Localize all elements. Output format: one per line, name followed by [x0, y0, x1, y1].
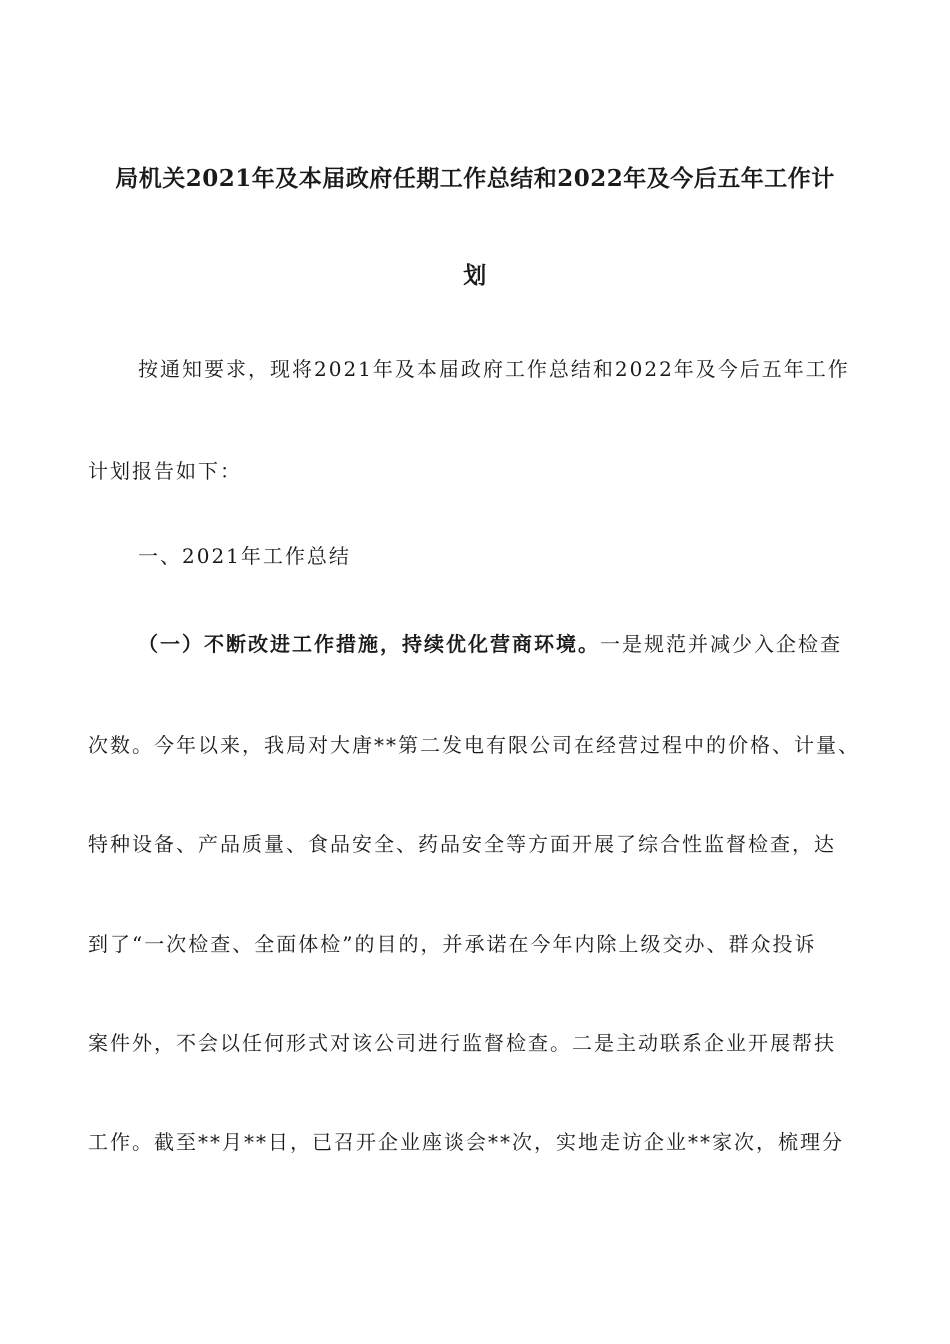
subsection-1-line-1: [138, 628, 928, 657]
subsection-1-line-5: 案件外，不会以任何形式对该公司进行监督检查。二是主动联系企业开展帮扶: [88, 1031, 836, 1055]
document-title-line-1: 局机关2021年及本届政府任期工作总结和2022年及今后五年工作计: [115, 165, 835, 192]
subsection-1-line-6: 工作。截至**月**日，已召开企业座谈会**次，实地走访企业**家次，梳理分: [88, 1130, 844, 1154]
subsection-1-line-4: 到了“一次检查、全面体检”的目的，并承诺在今年内除上级交办、群众投诉: [88, 932, 817, 956]
subsection-1-line-1-text: 一是规范并减少入企检查: [600, 632, 842, 656]
intro-paragraph-line-2: 计划报告如下：: [88, 459, 242, 483]
subsection-1-heading: （一）不断改进工作措施，持续优化营商环境。: [138, 632, 600, 656]
document-title-line-2: 划: [463, 262, 487, 289]
subsection-1-line-2: 次数。今年以来，我局对大唐**第二发电有限公司在经营过程中的价格、计量、: [88, 733, 860, 757]
section-1-heading: 一、2021年工作总结: [138, 544, 351, 568]
subsection-1-line-3: 特种设备、产品质量、食品安全、药品安全等方面开展了综合性监督检查，达: [88, 832, 836, 856]
intro-paragraph-line-1: 按通知要求，现将2021年及本届政府工作总结和2022年及今后五年工作: [138, 357, 850, 381]
